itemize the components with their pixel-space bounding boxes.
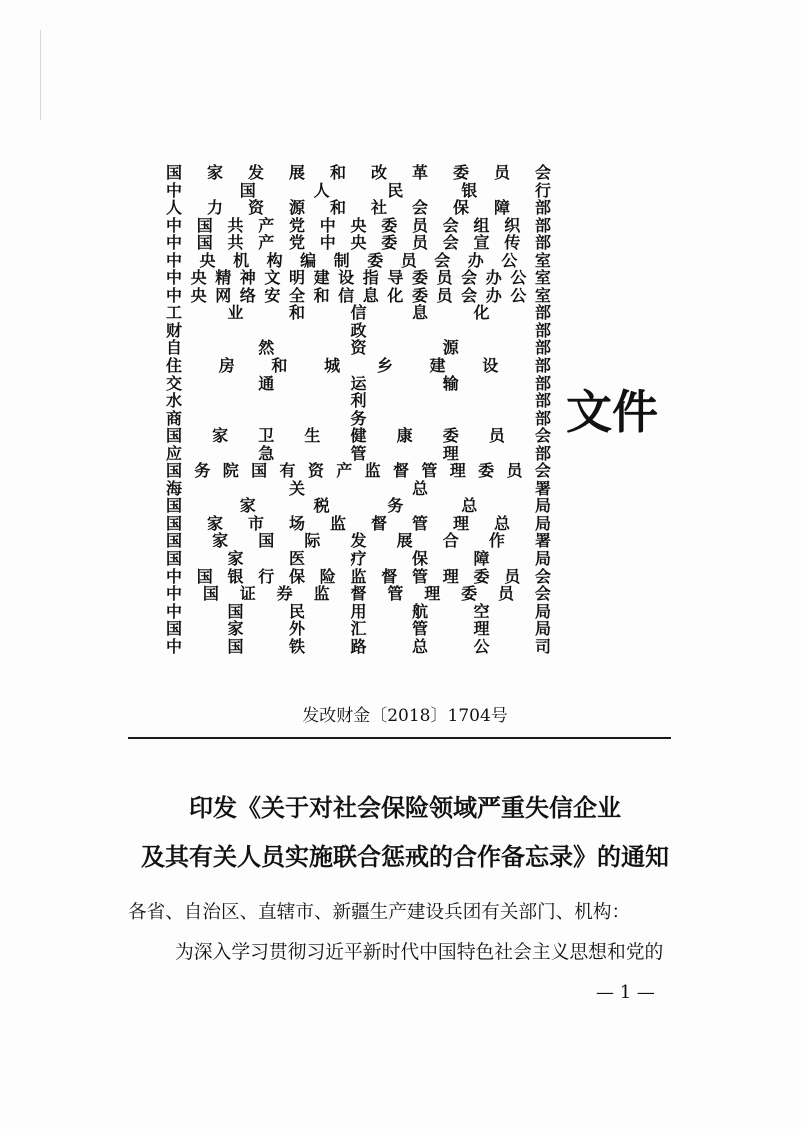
agency-name-char: 办	[485, 285, 502, 305]
agency-name-char: 民	[387, 180, 404, 200]
agency-name-char: 行	[534, 180, 551, 200]
agency-name-char: 航	[412, 601, 429, 621]
agency-name-char: 局	[535, 601, 552, 621]
agency-name-char: 国	[227, 601, 244, 621]
agency-name-char: 员	[504, 566, 521, 586]
agency-name-char: 中	[166, 268, 183, 288]
agency-name-char: 国	[239, 180, 256, 200]
agency-name-char: 房	[218, 356, 235, 376]
agency-name-char: 会	[534, 584, 551, 604]
agency-name-char: 络	[239, 285, 256, 305]
agency-name	[166, 339, 551, 357]
agency-name	[166, 568, 551, 586]
agency-name-char: 险	[319, 566, 336, 586]
agency-name-char: 部	[535, 320, 552, 340]
agency-name-char: 家	[212, 531, 229, 551]
agency-name-char: 监	[330, 513, 347, 533]
agency-name-char: 应	[166, 443, 183, 463]
agency-name-char: 央	[350, 233, 367, 253]
agency-name-char: 铁	[289, 636, 306, 656]
agency-name-char: 医	[289, 549, 306, 569]
agency-name	[166, 480, 551, 498]
agency-name-char: 国	[166, 531, 183, 551]
agency-name-char: 委	[381, 215, 398, 235]
agency-name-char: 委	[411, 285, 428, 305]
agency-name-char: 家	[212, 426, 229, 446]
agency-name-char: 管	[412, 566, 429, 586]
document-type-label: 文件	[566, 385, 658, 439]
agency-name-char: 业	[227, 303, 244, 323]
agency-name-char: 督	[381, 566, 398, 586]
agency-name	[166, 287, 551, 305]
agency-name-char: 中	[166, 215, 183, 235]
agency-name-char: 监	[364, 461, 381, 481]
agency-name-char: 构	[266, 250, 283, 270]
agency-name-char: 央	[190, 285, 207, 305]
agency-name-char: 总	[461, 496, 478, 516]
agency-name-char: 部	[535, 408, 552, 428]
agency-name-char: 办	[467, 250, 484, 270]
agency-name-char: 作	[488, 531, 505, 551]
agency-name-char: 生	[304, 426, 321, 446]
agency-name-char: 部	[535, 215, 552, 235]
agency-name-char: 监	[313, 584, 330, 604]
agency-name-char: 局	[534, 496, 551, 516]
agency-name-char: 公	[473, 636, 490, 656]
agency-name	[166, 357, 551, 375]
agency-name-char: 信	[350, 303, 367, 323]
agency-name-char: 会	[442, 215, 459, 235]
agency-name-char: 建	[429, 356, 446, 376]
agency-name-char: 水	[166, 391, 183, 411]
agency-name-char: 员	[400, 250, 417, 270]
agency-name-char: 设	[338, 268, 355, 288]
agency-name-char: 中	[166, 233, 183, 253]
agency-name-char: 建	[313, 268, 330, 288]
agency-name	[166, 445, 551, 463]
agency-name-char: 室	[534, 285, 551, 305]
agency-name	[166, 497, 551, 515]
agency-name-char: 部	[535, 391, 552, 411]
agency-name-char: 务	[387, 496, 404, 516]
agency-name-char: 发	[350, 531, 367, 551]
agency-name-char: 精	[215, 268, 232, 288]
agency-name-char: 央	[350, 215, 367, 235]
agency-name-char: 产	[336, 461, 353, 481]
agency-name-char: 局	[535, 513, 552, 533]
salutation: 各省、自治区、直辖市、新疆生产建设兵团有关部门、机构：	[128, 902, 631, 923]
agency-name-char: 局	[535, 549, 552, 569]
agency-name-char: 保	[453, 198, 470, 218]
agency-name	[166, 392, 551, 410]
agency-name-char: 共	[227, 215, 244, 235]
agency-name-char: 有	[279, 461, 296, 481]
agency-name-char: 员	[412, 233, 429, 253]
agency-name-char: 监	[350, 566, 367, 586]
agency-name-char: 关	[289, 478, 306, 498]
agency-name-char: 际	[304, 531, 321, 551]
agency-name-char: 管	[412, 619, 429, 639]
agency-name-char: 会	[461, 285, 478, 305]
agency-name-char: 人	[313, 180, 330, 200]
agency-name-char: 公	[501, 250, 518, 270]
agency-name-char: 中	[166, 285, 183, 305]
agency-name-char: 障	[473, 549, 490, 569]
agency-name-char: 室	[534, 268, 551, 288]
agency-name-char: 产	[258, 215, 275, 235]
agency-name-char: 理	[473, 619, 490, 639]
agency-name-char: 机	[233, 250, 250, 270]
issuing-agencies-list	[166, 164, 551, 655]
agency-name-char: 资	[307, 461, 324, 481]
agency-name-char: 部	[535, 233, 552, 253]
agency-name-char: 组	[473, 215, 490, 235]
agency-name-char: 国	[227, 636, 244, 656]
agency-name-char: 全	[288, 285, 305, 305]
agency-name-char: 委	[442, 426, 459, 446]
agency-name-char: 运	[350, 373, 367, 393]
agency-name-char: 部	[534, 356, 551, 376]
agency-name-char: 员	[436, 268, 453, 288]
agency-name-char: 制	[333, 250, 350, 270]
agency-name-char: 理	[449, 461, 466, 481]
agency-name	[166, 603, 551, 621]
header-divider	[128, 737, 671, 739]
agency-name-char: 员	[506, 461, 523, 481]
scan-edge-mark	[40, 30, 41, 120]
agency-name-char: 部	[535, 373, 552, 393]
agency-name-char: 会	[535, 426, 552, 446]
agency-name-char: 用	[350, 601, 367, 621]
agency-name-char: 委	[478, 461, 495, 481]
agency-name-char: 署	[535, 478, 552, 498]
agency-name-char: 民	[289, 601, 306, 621]
agency-name-char: 委	[461, 584, 478, 604]
agency-name-char: 化	[387, 285, 404, 305]
agency-name-char: 神	[239, 268, 256, 288]
agency-name-char: 务	[350, 408, 367, 428]
agency-name-char: 文	[264, 268, 281, 288]
agency-name-char: 家	[207, 163, 224, 182]
agency-name-char: 会	[535, 566, 552, 586]
agency-name-char: 会	[434, 250, 451, 270]
body-paragraph: 为深入学习贯彻习近平新时代中国特色社会主义思想和党的	[175, 942, 664, 963]
agency-name-char: 革	[412, 163, 429, 182]
agency-name-char: 银	[227, 566, 244, 586]
agency-name-char: 家	[239, 496, 256, 516]
agency-name-char: 共	[227, 233, 244, 253]
agency-name-char: 督	[393, 461, 410, 481]
agency-name-char: 署	[535, 531, 552, 551]
agency-name-char: 和	[289, 303, 306, 323]
agency-name-char: 中	[166, 636, 183, 656]
agency-name-char: 督	[371, 513, 388, 533]
agency-name-char: 国	[196, 233, 213, 253]
agency-name-char: 理	[453, 513, 470, 533]
agency-name-char: 委	[473, 566, 490, 586]
agency-name-char: 家	[207, 513, 224, 533]
agency-name-char: 编	[300, 250, 317, 270]
agency-name-char: 理	[442, 566, 459, 586]
agency-name-char: 网	[215, 285, 232, 305]
agency-name-char: 利	[350, 391, 367, 411]
agency-name-char: 管	[387, 584, 404, 604]
agency-name-char: 国	[251, 461, 268, 481]
agency-name-char: 市	[248, 513, 265, 533]
document-number: 发改财金〔2018〕1704号	[302, 706, 508, 726]
document-title-line-1: 印发《关于对社会保险领域严重失信企业	[189, 793, 621, 822]
agency-name	[166, 515, 551, 533]
agency-name-char: 部	[535, 303, 552, 323]
agency-name	[166, 269, 551, 287]
agency-name-char: 国	[166, 426, 183, 446]
agency-name-char: 国	[166, 461, 183, 481]
agency-name	[166, 252, 551, 270]
agency-name-char: 行	[258, 566, 275, 586]
agency-name	[166, 234, 551, 252]
agency-name-char: 输	[442, 373, 459, 393]
agency-name-char: 党	[289, 215, 306, 235]
agency-name-char: 委	[367, 250, 384, 270]
agency-name-char: 中	[166, 584, 183, 604]
agency-name-char: 然	[258, 338, 275, 358]
agency-name-char: 管	[350, 443, 367, 463]
agency-name-char: 税	[313, 496, 330, 516]
agency-name-char: 国	[166, 163, 183, 182]
agency-name	[166, 585, 551, 603]
agency-name-char: 室	[534, 250, 551, 270]
agency-name-char: 发	[248, 163, 265, 182]
agency-name-char: 员	[488, 426, 505, 446]
agency-name-char: 委	[381, 233, 398, 253]
agency-name-char: 住	[166, 356, 183, 376]
agency-name-char: 国	[166, 513, 183, 533]
agency-name-char: 商	[166, 408, 183, 428]
agency-name-char: 理	[424, 584, 441, 604]
agency-name-char: 国	[166, 496, 183, 516]
agency-name-char: 中	[166, 566, 183, 586]
agency-name-char: 会	[534, 461, 551, 481]
agency-name	[166, 427, 551, 445]
agency-name-char: 城	[324, 356, 341, 376]
agency-name-char: 导	[387, 268, 404, 288]
agency-name-char: 急	[258, 443, 275, 463]
agency-name	[166, 217, 551, 235]
agency-name-char: 总	[412, 478, 429, 498]
agency-name	[166, 462, 551, 480]
agency-name	[166, 182, 551, 200]
agency-name-char: 和	[330, 163, 347, 182]
agency-name-char: 银	[461, 180, 478, 200]
agency-name-char: 管	[412, 513, 429, 533]
agency-name-char: 设	[482, 356, 499, 376]
agency-name-char: 中	[166, 601, 183, 621]
agency-name-char: 路	[350, 636, 367, 656]
agency-name-char: 空	[473, 601, 490, 621]
agency-name-char: 场	[289, 513, 306, 533]
agency-name-char: 办	[485, 268, 502, 288]
agency-name-char: 部	[535, 443, 552, 463]
agency-name-char: 康	[396, 426, 413, 446]
agency-name-char: 力	[207, 198, 224, 218]
agency-name-char: 委	[453, 163, 470, 182]
agency-name-char: 总	[412, 636, 429, 656]
agency-name-char: 央	[190, 268, 207, 288]
agency-name-char: 息	[362, 285, 379, 305]
agency-name-char: 宣	[473, 233, 490, 253]
agency-name-char: 务	[194, 461, 211, 481]
agency-name-char: 资	[350, 338, 367, 358]
agency-name-char: 中	[166, 250, 183, 270]
agency-name-char: 自	[166, 338, 183, 358]
agency-name-char: 外	[289, 619, 306, 639]
agency-name-char: 会	[412, 198, 429, 218]
agency-name	[166, 375, 551, 393]
agency-name-char: 员	[436, 285, 453, 305]
agency-name-char: 中	[319, 233, 336, 253]
agency-name-char: 汇	[350, 619, 367, 639]
agency-name	[166, 304, 551, 322]
agency-name-char: 交	[166, 373, 183, 393]
agency-name-char: 券	[276, 584, 293, 604]
agency-name-char: 会	[535, 163, 552, 182]
agency-name-char: 保	[289, 566, 306, 586]
agency-name-char: 化	[473, 303, 490, 323]
agency-name-char: 卫	[258, 426, 275, 446]
agency-name-char: 管	[421, 461, 438, 481]
agency-name-char: 督	[350, 584, 367, 604]
agency-name-char: 源	[289, 198, 306, 218]
agency-name-char: 部	[535, 198, 552, 218]
agency-name-char: 委	[411, 268, 428, 288]
agency-name-char: 和	[330, 198, 347, 218]
agency-name-char: 国	[166, 619, 183, 639]
agency-name-char: 财	[166, 320, 183, 340]
agency-name-char: 党	[289, 233, 306, 253]
agency-name-char: 保	[412, 549, 429, 569]
agency-name-char: 局	[535, 619, 552, 639]
agency-name-char: 员	[412, 215, 429, 235]
agency-name-char: 疗	[350, 549, 367, 569]
agency-name-char: 明	[288, 268, 305, 288]
agency-name-char: 理	[442, 443, 459, 463]
agency-name-char: 展	[396, 531, 413, 551]
agency-name-char: 央	[199, 250, 216, 270]
agency-name-char: 源	[442, 338, 459, 358]
document-title-line-2: 及其有关人员实施联合惩戒的合作备忘录》的通知	[141, 842, 669, 871]
page-number: — 1 —	[596, 982, 655, 1003]
agency-name-char: 员	[498, 584, 515, 604]
agency-name	[166, 164, 551, 182]
agency-name-char: 公	[510, 285, 527, 305]
agency-name-char: 合	[442, 531, 459, 551]
agency-name-char: 和	[271, 356, 288, 376]
agency-name-char: 会	[461, 268, 478, 288]
agency-name-char: 通	[258, 373, 275, 393]
agency-name	[166, 620, 551, 638]
agency-name	[166, 322, 551, 340]
agency-name-char: 国	[196, 566, 213, 586]
agency-name-char: 资	[248, 198, 265, 218]
agency-name-char: 安	[264, 285, 281, 305]
agency-name-char: 产	[258, 233, 275, 253]
agency-name-char: 家	[227, 549, 244, 569]
agency-name-char: 中	[319, 215, 336, 235]
agency-name-char: 织	[504, 215, 521, 235]
agency-name-char: 司	[535, 636, 552, 656]
agency-name	[166, 550, 551, 568]
agency-name-char: 和	[313, 285, 330, 305]
agency-name-char: 传	[504, 233, 521, 253]
agency-name	[166, 199, 551, 217]
agency-name-char: 总	[494, 513, 511, 533]
agency-name-char: 国	[166, 549, 183, 569]
agency-name-char: 社	[371, 198, 388, 218]
agency-name-char: 政	[350, 320, 367, 340]
agency-name-char: 院	[222, 461, 239, 481]
agency-name-char: 会	[442, 233, 459, 253]
agency-name-char: 部	[535, 338, 552, 358]
agency-name-char: 息	[412, 303, 429, 323]
agency-name-char: 国	[202, 584, 219, 604]
agency-name-char: 员	[494, 163, 511, 182]
agency-name-char: 信	[338, 285, 355, 305]
agency-name-char: 健	[350, 426, 367, 446]
agency-name	[166, 638, 551, 656]
agency-name-char: 指	[362, 268, 379, 288]
agency-name-char: 乡	[376, 356, 393, 376]
agency-name-char: 国	[258, 531, 275, 551]
agency-name-char: 中	[166, 180, 183, 200]
agency-name-char: 展	[289, 163, 306, 182]
agency-name-char: 障	[494, 198, 511, 218]
agency-name	[166, 532, 551, 550]
agency-name-char: 工	[166, 303, 183, 323]
agency-name-char: 改	[371, 163, 388, 182]
agency-name	[166, 410, 551, 428]
agency-name-char: 人	[166, 198, 183, 218]
agency-name-char: 公	[510, 268, 527, 288]
agency-name-char: 国	[196, 215, 213, 235]
agency-name-char: 海	[166, 478, 183, 498]
agency-name-char: 证	[239, 584, 256, 604]
agency-name-char: 家	[227, 619, 244, 639]
